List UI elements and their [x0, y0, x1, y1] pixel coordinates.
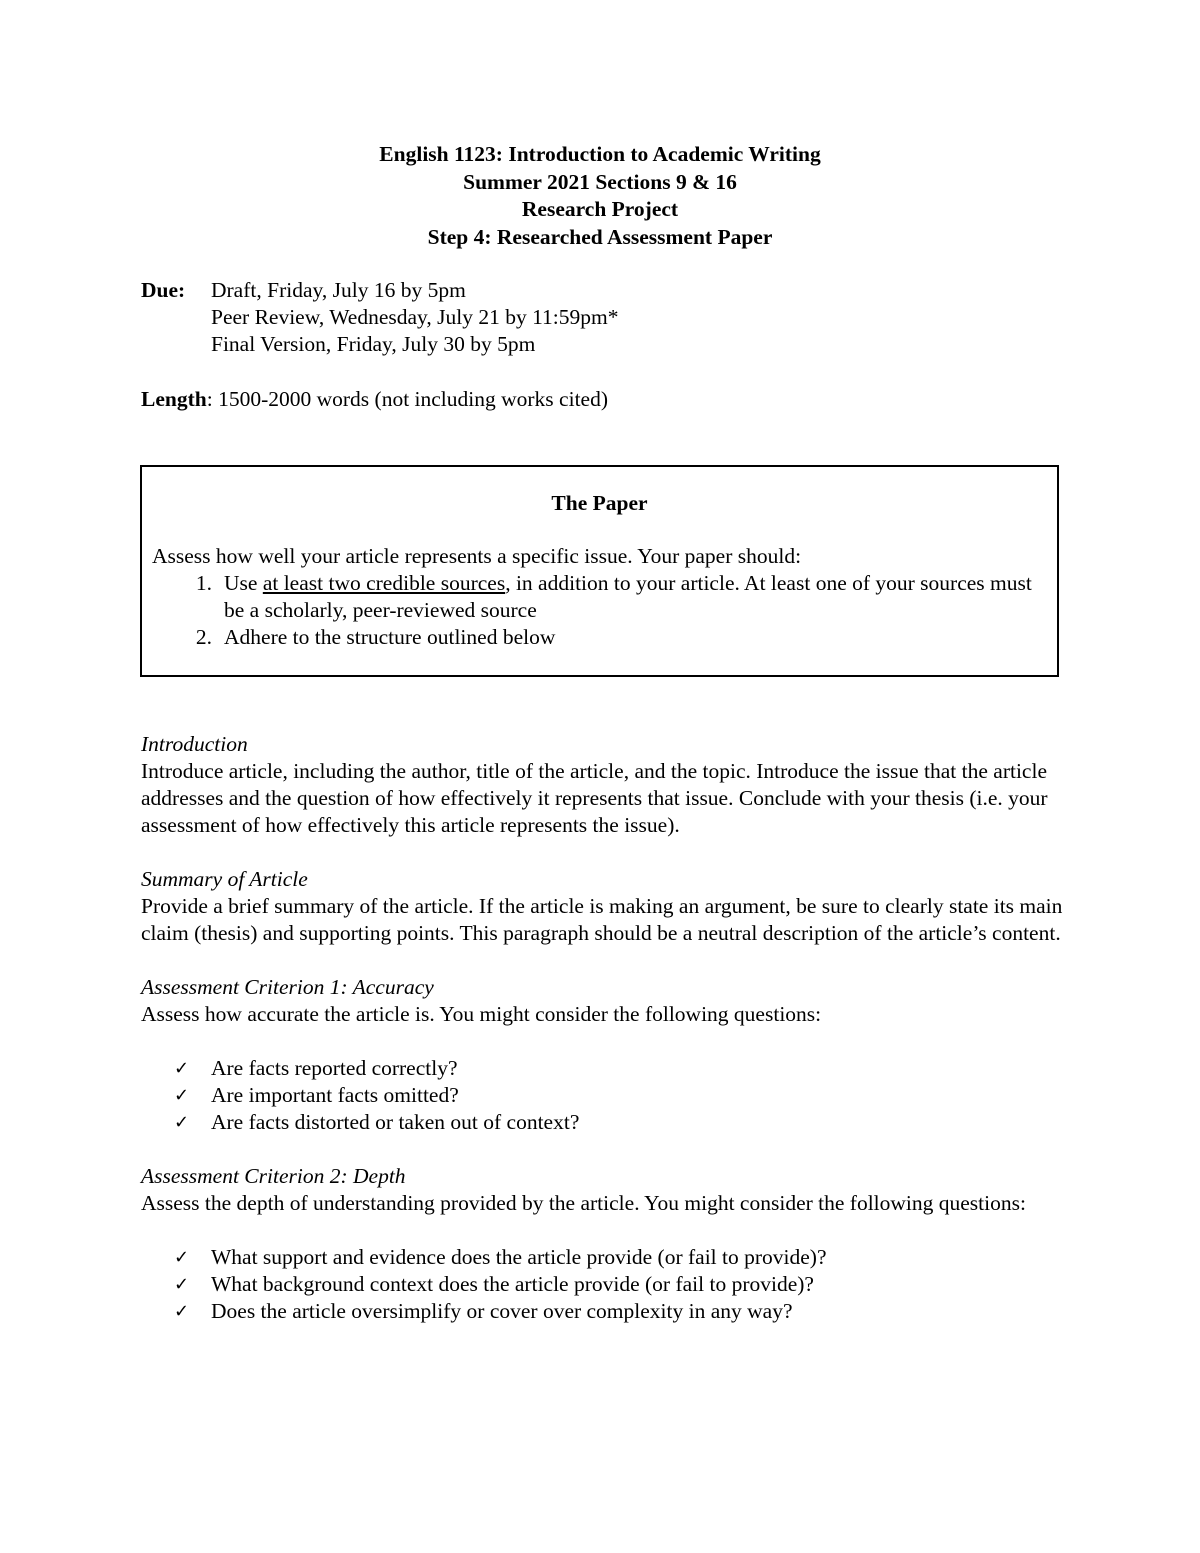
due-peer-review: Peer Review, Wednesday, July 21 by 11:59pm*: [211, 305, 619, 329]
box-intro: Assess how well your article represents a specific issue. Your paper should:: [152, 544, 802, 568]
checkmark-icon: ✓: [174, 1301, 190, 1322]
length-value: : 1500-2000 words (not including works cited): [206, 387, 608, 411]
length-requirement: [141, 386, 608, 413]
section-body: Introduce article, including the author, title of the article, and the topic. Introduce the issue that the article addresses and the question of how effectively it represents that issue. Conclude with your thesis (i.e. your assessment of how effectively this article represents the issue).: [141, 759, 1048, 837]
list-item: [152, 624, 1047, 651]
section-title: Summary of Article: [141, 867, 308, 891]
checklist-item: [141, 1298, 1066, 1325]
paper-requirements-box: [140, 465, 1059, 677]
section-title: Assessment Criterion 1: Accuracy: [141, 975, 434, 999]
checklist-item: [141, 1109, 1066, 1136]
course-title: English 1123: Introduction to Academic Writing: [379, 142, 821, 166]
checklist-item: [141, 1244, 1066, 1271]
list-number: 1.: [195, 571, 212, 595]
list-text: Use: [224, 571, 263, 595]
list-text: Adhere to the structure outlined below: [224, 625, 556, 649]
list-item: [152, 570, 1047, 624]
checkmark-icon: ✓: [174, 1247, 190, 1268]
checklist-text: Are facts reported correctly?: [211, 1056, 458, 1080]
section-body: Provide a brief summary of the article. If the article is making an argument, be sure to clearly state its main claim (thesis) and supporting points. This paragraph should be a neutral description of the article’s content.: [141, 894, 1063, 945]
section-summary: [141, 866, 1066, 947]
checklist-text: Does the article oversimplify or cover over complexity in any way?: [211, 1299, 793, 1323]
checkmark-icon: ✓: [174, 1112, 190, 1133]
section-title: Introduction: [141, 732, 248, 756]
checklist-text: What background context does the article provide (or fail to provide)?: [211, 1272, 814, 1296]
section-depth: [141, 1163, 1066, 1325]
section-body: Assess the depth of understanding provided by the article. You might consider the following questions:: [141, 1191, 1026, 1215]
length-label: Length: [141, 387, 207, 411]
checklist-text: Are important facts omitted?: [211, 1083, 459, 1107]
list-text: , in addition to your article. At least one of your sources must be a scholarly, peer-reviewed source: [224, 571, 1032, 622]
section-accuracy: [141, 974, 1066, 1136]
due-label: Due:: [141, 278, 186, 302]
requirements-list: [152, 570, 1047, 651]
box-title: The Paper: [551, 491, 648, 515]
term-sections: Summer 2021 Sections 9 & 16: [463, 169, 737, 194]
checklist-item: [141, 1271, 1066, 1298]
section-introduction: [141, 731, 1066, 839]
checklist: [141, 1244, 1066, 1325]
list-number: 2.: [195, 625, 212, 649]
document-header: [0, 141, 1200, 251]
project-title: Research Project: [521, 197, 679, 221]
checklist-text: What support and evidence does the article provide (or fail to provide)?: [211, 1245, 827, 1269]
due-final-version: Final Version, Friday, July 30 by 5pm: [211, 332, 536, 356]
checklist: [141, 1055, 1066, 1136]
step-title: Step 4: Researched Assessment Paper: [427, 224, 773, 249]
section-body: Assess how accurate the article is. You might consider the following questions:: [141, 1002, 822, 1026]
section-title: Assessment Criterion 2: Depth: [141, 1164, 406, 1188]
paper-structure: [141, 731, 1066, 1352]
checklist-text: Are facts distorted or taken out of context?: [211, 1110, 580, 1134]
checkmark-icon: ✓: [174, 1274, 190, 1295]
checkmark-icon: ✓: [174, 1058, 190, 1079]
due-dates: [141, 277, 1061, 358]
checkmark-icon: ✓: [174, 1085, 190, 1106]
checklist-item: [141, 1082, 1066, 1109]
due-draft: Draft, Friday, July 16 by 5pm: [211, 278, 466, 302]
checklist-item: [141, 1055, 1066, 1082]
list-text-underlined: at least two credible sources: [262, 571, 506, 595]
